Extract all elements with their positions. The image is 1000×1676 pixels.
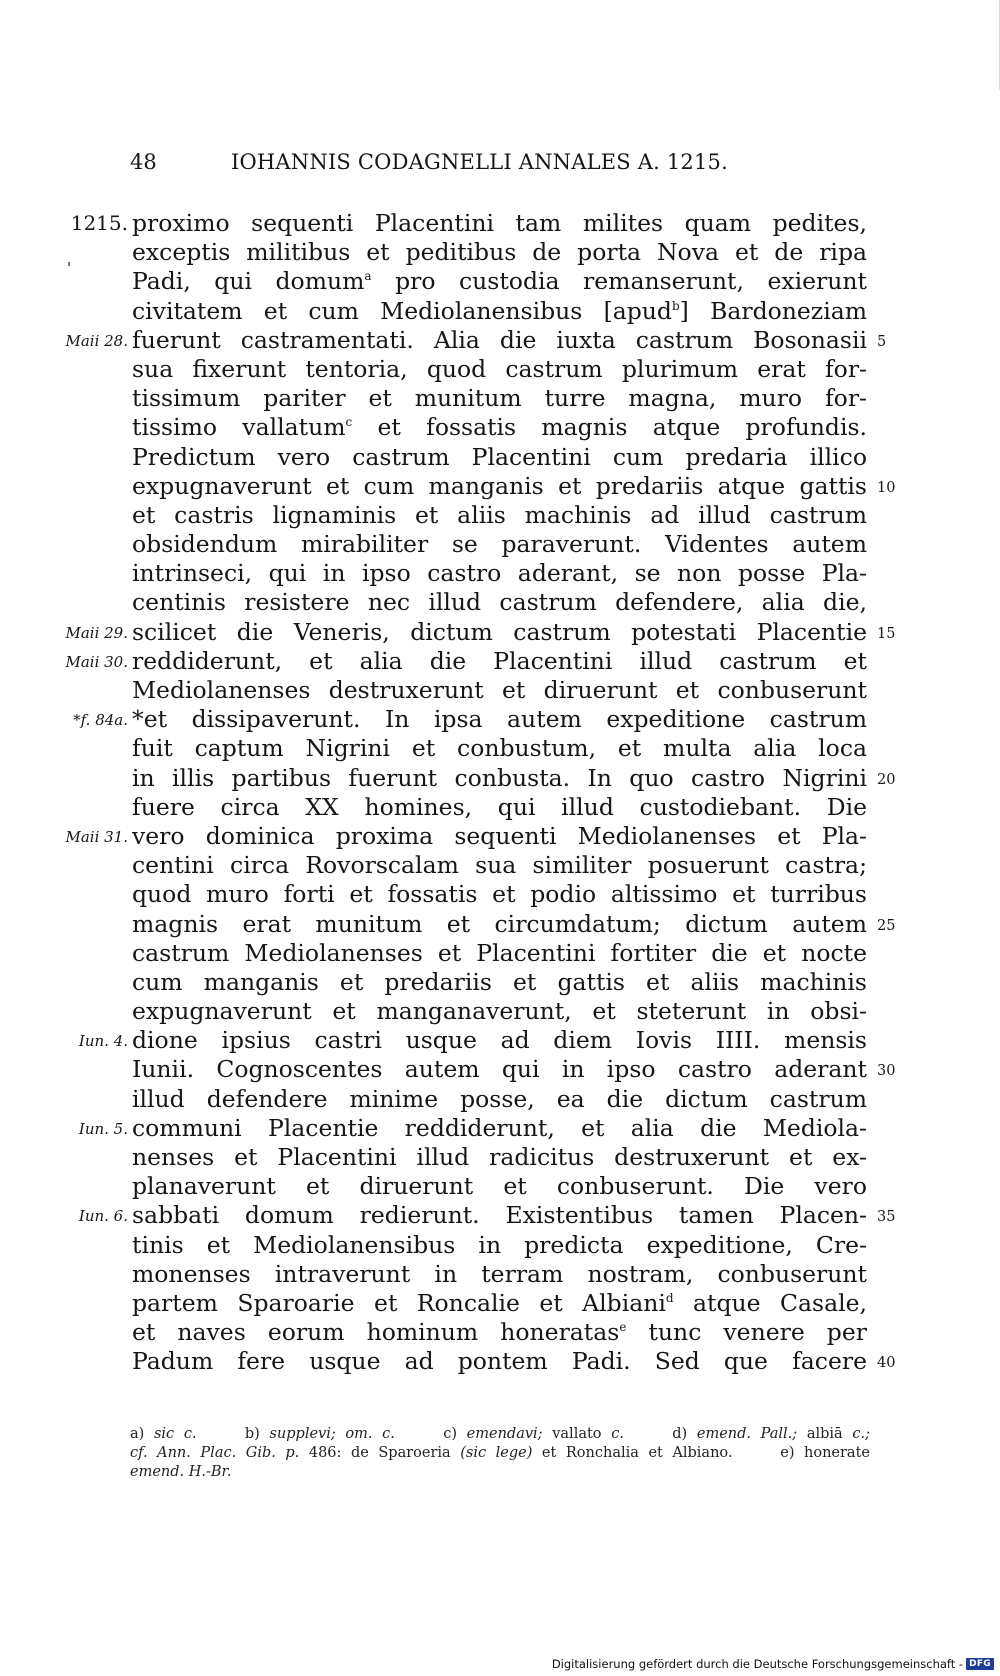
text-line-content: Predictum vero castrum Placentini cum predaria illico xyxy=(132,442,867,471)
text-line xyxy=(0,559,1000,588)
text-line-content: monenses intraverunt in terram nostram, conbuserunt xyxy=(132,1259,867,1288)
date-marginal-note: Maii 28. xyxy=(65,331,128,350)
text-line xyxy=(0,1231,1000,1260)
date-marginal-note: Maii 29. xyxy=(65,623,128,642)
line-number: 5 xyxy=(877,333,887,350)
text-line xyxy=(0,530,1000,559)
text-line xyxy=(0,355,1000,384)
text-line-content: expugnaverunt et cum manganis et predariis atque gattis xyxy=(132,471,867,500)
date-marginal-note: Iun. 6. xyxy=(78,1207,128,1226)
text-line xyxy=(0,326,1000,355)
line-number: 25 xyxy=(877,917,896,934)
text-line-content: exceptis militibus et peditibus de porta Nova et de ripa xyxy=(132,238,867,267)
text-line-content: quod muro forti et fossatis et podio altissimo et turribus xyxy=(132,880,867,909)
text-line-content: obsidendum mirabiliter se paraverunt. Videntes autem xyxy=(132,530,867,559)
text-line-content: reddiderunt, et alia die Placentini illud castrum et xyxy=(132,646,867,675)
text-line xyxy=(0,1260,1000,1289)
text-line-content: Padum fere usque ad pontem Padi. Sed que facere xyxy=(132,1347,867,1376)
text-line xyxy=(0,1143,1000,1172)
text-line xyxy=(0,1172,1000,1201)
text-line-content: dione ipsius castri usque ad diem Iovis IIII. mensis xyxy=(132,1026,867,1055)
main-text xyxy=(0,209,1000,1377)
line-number: 15 xyxy=(877,625,896,642)
text-line xyxy=(0,910,1000,939)
text-line xyxy=(0,822,1000,851)
running-title: IOHANNIS CODAGNELLI ANNALES A. 1215. xyxy=(231,150,728,174)
text-line-content: et naves eorum hominum honeratas$^e$ tunc venere per xyxy=(132,1318,867,1347)
text-line-content: illud defendere minime posse, ea die dictum castrum xyxy=(132,1084,867,1113)
text-line-content: fuere circa XX homines, qui illud custodiebant. Die xyxy=(132,792,867,821)
text-line-content: centini circa Rovorscalam sua similiter posuerunt castra; xyxy=(132,851,867,880)
funding-credit-text: Digitalisierung gefördert durch die Deutsche Forschungsgemeinschaft - xyxy=(551,1657,964,1671)
text-line xyxy=(0,764,1000,793)
text-line-content: fuit captum Nigrini et conbustum, et multa alia loca xyxy=(132,734,867,763)
text-line-content: tinis et Mediolanensibus in predicta expeditione, Cre- xyxy=(132,1230,867,1259)
text-line-content: tissimo vallatum$^c$ et fossatis magnis atque profundis. xyxy=(132,413,867,442)
line-number: 35 xyxy=(877,1209,896,1226)
date-marginal-note: Maii 31. xyxy=(65,827,128,846)
line-number: 10 xyxy=(877,479,896,496)
text-line xyxy=(0,267,1000,296)
date-marginal-note: *f. 84a. xyxy=(73,711,128,730)
text-line xyxy=(0,1318,1000,1347)
text-line xyxy=(0,939,1000,968)
line-number: 30 xyxy=(877,1063,896,1080)
date-marginal-note: Maii 30. xyxy=(65,652,128,671)
line-number: 40 xyxy=(877,1355,896,1372)
text-line xyxy=(0,1347,1000,1376)
text-line xyxy=(0,1289,1000,1318)
text-line-content: partem Sparoarie et Roncalie et Albiani$^d$ atque Casale, xyxy=(132,1288,867,1317)
year-marginal-note: 1215. xyxy=(70,211,128,235)
text-line-content: et castris lignaminis et aliis machinis ad illud castrum xyxy=(132,500,867,529)
text-line-content: expugnaverunt et manganaverunt, et steterunt in obsi- xyxy=(132,997,867,1026)
text-line xyxy=(0,1085,1000,1114)
text-line xyxy=(0,968,1000,997)
funding-credit xyxy=(552,1657,994,1671)
text-line-content: sua fixerunt tentoria, quod castrum plurimum erat for- xyxy=(132,354,867,383)
text-line xyxy=(0,676,1000,705)
text-line-content: tissimum pariter et munitum turre magna, muro for- xyxy=(132,384,867,413)
text-line-content: centinis resistere nec illud castrum defendere, alia die, xyxy=(132,588,867,617)
text-line-content: *et dissipaverunt. In ipsa autem expeditione castrum xyxy=(132,705,867,734)
text-line xyxy=(0,413,1000,442)
text-line xyxy=(0,793,1000,822)
text-line xyxy=(0,384,1000,413)
text-line xyxy=(0,588,1000,617)
text-line xyxy=(0,209,1000,238)
date-marginal-note: Iun. 5. xyxy=(78,1119,128,1138)
text-line xyxy=(0,297,1000,326)
text-line-content: planaverunt et diruerunt et conbuserunt. Die vero xyxy=(132,1172,867,1201)
text-line-content: sabbati domum redierunt. Existentibus tamen Placen- xyxy=(132,1201,867,1230)
text-line-content: cum manganis et predariis et gattis et aliis machinis xyxy=(132,967,867,996)
text-line-content: nenses et Placentini illud radicitus destruxerunt et ex- xyxy=(132,1143,867,1171)
text-line-content: proximo sequenti Placentini tam milites quam pedites, xyxy=(132,209,867,237)
text-line-content: civitatem et cum Mediolanensibus [apud$^b$] Bardoneziam xyxy=(132,296,868,325)
text-line xyxy=(0,997,1000,1026)
text-line-content: magnis erat munitum et circumdatum; dictum autem xyxy=(132,909,867,938)
text-line-content: Padi, qui domum$^a$ pro custodia remanserunt, exierunt xyxy=(132,267,868,296)
text-line xyxy=(0,443,1000,472)
text-line xyxy=(0,1114,1000,1143)
running-header xyxy=(130,150,865,184)
line-number: 20 xyxy=(877,771,896,788)
text-line xyxy=(0,647,1000,676)
footnote-line: a) sic c. b) supplevi; om. c. c) emendavi; vallato c. d) emend. Pall.; albiā c.; xyxy=(130,1426,870,1442)
text-line xyxy=(0,1026,1000,1055)
text-line-content: intrinseci, qui in ipso castro aderant, se non posse Pla- xyxy=(132,559,867,588)
dfg-logo: DFG xyxy=(966,1658,994,1670)
text-line-content: Mediolanenses destruxerunt et diruerunt et conbuserunt xyxy=(132,676,867,704)
text-line xyxy=(0,238,1000,267)
text-line xyxy=(0,1055,1000,1084)
text-line xyxy=(0,618,1000,647)
text-line xyxy=(0,472,1000,501)
text-line xyxy=(0,851,1000,880)
text-line xyxy=(0,501,1000,530)
footnotes xyxy=(130,1425,870,1482)
text-line-content: communi Placentie reddiderunt, et alia die Mediola- xyxy=(132,1113,867,1142)
text-line-content: castrum Mediolanenses et Placentini fortiter die et nocte xyxy=(132,938,867,967)
text-line-content: vero dominica proxima sequenti Mediolanenses et Pla- xyxy=(132,821,867,850)
footnote-line: cf. Ann. Plac. Gib. p. 486: de Sparoeria (sic lege) et Ronchalia et Albiano. e) honerate xyxy=(130,1445,870,1461)
footnote-line: emend. H.-Br. xyxy=(130,1464,232,1480)
text-line-content: scilicet die Veneris, dictum castrum potestati Placentie xyxy=(132,617,867,646)
text-line xyxy=(0,734,1000,763)
text-line xyxy=(0,1201,1000,1230)
text-line-content: in illis partibus fuerunt conbusta. In quo castro Nigrini xyxy=(132,763,867,792)
text-line xyxy=(0,880,1000,909)
text-line-content: fuerunt castramentati. Alia die iuxta castrum Bosonasii xyxy=(132,325,867,354)
text-line-content: Iunii. Cognoscentes autem qui in ipso castro aderant xyxy=(132,1055,867,1084)
text-line xyxy=(0,705,1000,734)
page-number: 48 xyxy=(130,150,157,174)
date-marginal-note: Iun. 4. xyxy=(78,1032,128,1051)
